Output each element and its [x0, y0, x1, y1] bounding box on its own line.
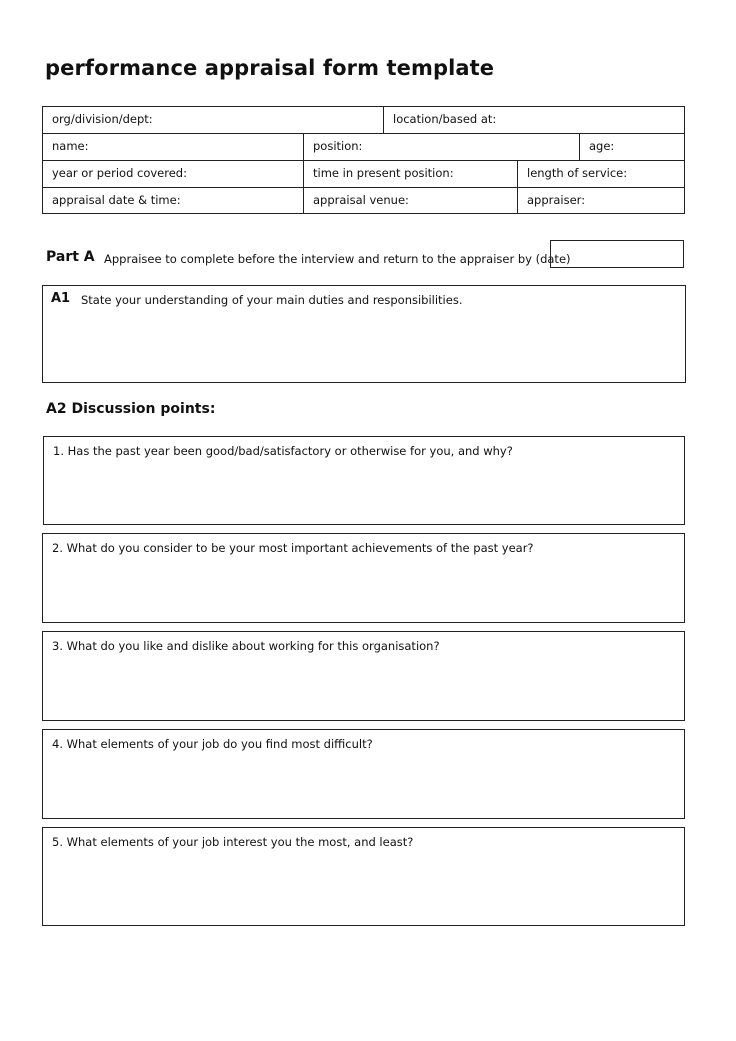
- time-in-position-label: time in present position:: [313, 166, 454, 180]
- org-label: org/division/dept:: [52, 112, 153, 126]
- part-a-label: Part A: [46, 249, 95, 265]
- part-a-date-field[interactable]: [550, 240, 684, 268]
- discussion-box-3[interactable]: [42, 631, 685, 721]
- appraisal-venue-label: appraisal venue:: [313, 193, 409, 207]
- page-title: performance appraisal form template: [45, 56, 495, 80]
- location-label: location/based at:: [393, 112, 497, 126]
- discussion-question-3: 3. What do you like and dislike about working for this organisation?: [52, 639, 440, 653]
- age-field[interactable]: [580, 134, 684, 160]
- length-of-service-field[interactable]: [518, 161, 684, 187]
- length-of-service-label: length of service:: [527, 166, 628, 180]
- details-table: [42, 106, 685, 214]
- org-field[interactable]: [43, 107, 383, 133]
- part-a-instruction: Appraisee to complete before the interview and return to the appraiser by (date): [104, 252, 571, 266]
- discussion-box-1[interactable]: [43, 436, 685, 525]
- appraiser-label: appraiser:: [527, 193, 586, 207]
- discussion-box-5[interactable]: [42, 827, 685, 926]
- position-field[interactable]: [304, 134, 579, 160]
- a1-question: State your understanding of your main duties and responsibilities.: [81, 293, 463, 307]
- discussion-question-4: 4. What elements of your job do you find most difficult?: [52, 737, 373, 751]
- discussion-box-2[interactable]: [42, 533, 685, 623]
- a1-label: A1: [51, 291, 71, 306]
- period-field[interactable]: [43, 161, 303, 187]
- time-in-position-field[interactable]: [304, 161, 517, 187]
- appraisal-date-label: appraisal date & time:: [52, 193, 181, 207]
- appraisal-date-field[interactable]: [43, 188, 303, 213]
- appraisal-venue-field[interactable]: [304, 188, 517, 213]
- age-label: age:: [589, 139, 615, 153]
- discussion-question-1: 1. Has the past year been good/bad/satisfactory or otherwise for you, and why?: [53, 444, 513, 458]
- period-label: year or period covered:: [52, 166, 187, 180]
- name-field[interactable]: [43, 134, 303, 160]
- discussion-box-4[interactable]: [42, 729, 685, 819]
- position-label: position:: [313, 139, 363, 153]
- discussion-question-5: 5. What elements of your job interest you the most, and least?: [52, 835, 414, 849]
- name-label: name:: [52, 139, 89, 153]
- a2-heading: A2 Discussion points:: [46, 401, 216, 417]
- discussion-question-2: 2. What do you consider to be your most important achievements of the past year?: [52, 541, 534, 555]
- location-field[interactable]: [384, 107, 684, 133]
- appraiser-field[interactable]: [518, 188, 684, 213]
